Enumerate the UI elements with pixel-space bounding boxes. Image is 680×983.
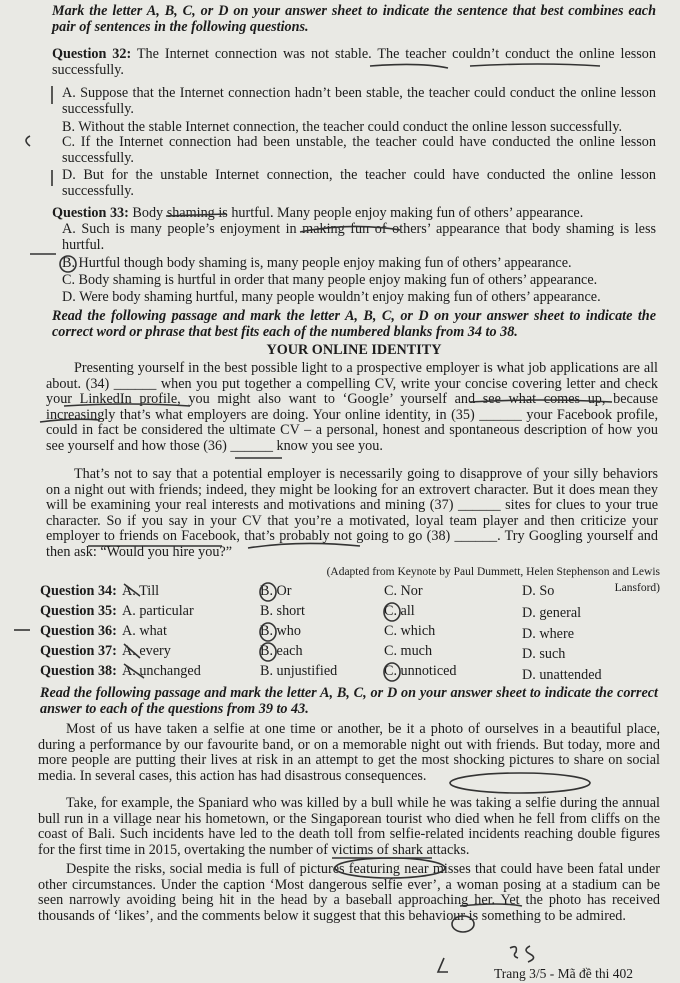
answer-35-label: Question 35: bbox=[40, 603, 117, 619]
answer-36-label: Question 36: bbox=[40, 623, 117, 639]
answer-34-b: B. Or bbox=[260, 583, 292, 599]
answer-34-a: A. Till bbox=[122, 583, 160, 599]
question-33-option-c: C. Body shaming is hurtful in order that many people enjoy making fun of others’ appearance. bbox=[62, 272, 598, 288]
answer-37-c: C. much bbox=[384, 643, 433, 659]
question-33-text: Body shaming is hurtful. Many people enjoy making fun of others’ appearance. bbox=[132, 205, 584, 221]
answer-38-d: D. unattended bbox=[522, 667, 602, 683]
passage-1-paragraph-2: That’s not to say that a potential employer is necessarily going to disapprove of your silly behaviors on a night out with friends; indeed, they might be looking for an extrovert character. But it does mean they will be examining your real interests and motivations and mining (37) ______ sites for clues to your true character. So if you say in your CV that you’re a motivated, loyal team player and then criticize your employer to friends on Facebook, that’s probably not going to go (38) ______. Try Googling yourself and then ask: “Would you hire you?” bbox=[46, 466, 658, 560]
answer-37-d: D. such bbox=[522, 646, 566, 662]
answer-38-a: A. unchanged bbox=[122, 663, 201, 679]
question-33-option-d: D. Were body shaming hurtful, many people wouldn’t enjoy making fun of others’ appearance. bbox=[62, 289, 601, 305]
passage-1-paragraph-1: Presenting yourself in the best possible light to a prospective employer is what job applications are all about. (34) ______ when you put together a compelling CV, write your concise covering letter and check your LinkedIn profile, you might also want to ‘Google’ yourself and see what comes up, because increasingly that’s what employers are doing. Your online identity, in (35) ______ your Facebook profile, could in fact be considered the ultimate CV – a personal, honest and spontaneous description of how you see yourself and how those (36) ______ know you see you. bbox=[46, 360, 658, 454]
answer-35-d: D. general bbox=[522, 605, 582, 621]
question-32-option-c: C. If the Internet connection had been unstable, the teacher could have conducted the online lesson successfully. bbox=[62, 134, 656, 166]
answer-37-a: A. every bbox=[122, 643, 171, 659]
passage-source: (Adapted from Keynote by Paul Dummett, Helen Stephenson and Lewis Lansford) bbox=[326, 566, 660, 594]
answer-35-c: C. all bbox=[384, 603, 415, 619]
answer-36-c: C. which bbox=[384, 623, 436, 639]
answer-38-label: Question 38: bbox=[40, 663, 117, 679]
answer-38-b: B. unjustified bbox=[260, 663, 338, 679]
answer-36-b: B. who bbox=[260, 623, 301, 639]
instruction-combine: Mark the letter A, B, C, or D on your answer sheet to indicate the sentence that best combines each pair of sentences in the following questions. bbox=[52, 3, 656, 35]
question-33-option-a: A. Such is many people’s enjoyment in making fun of others’ appearance that body shaming is less hurtful. bbox=[62, 221, 656, 253]
question-33-option-b: B. Hurtful though body shaming is, many people enjoy making fun of others’ appearance. bbox=[62, 255, 572, 271]
instruction-passage-2: Read the following passage and mark the letter A, B, C, or D on your answer sheet to indicate the correct answer to each of the questions from 39 to 43. bbox=[40, 685, 658, 717]
answer-34-d: D. So bbox=[522, 583, 555, 599]
question-32-option-a: A. Suppose that the Internet connection hadn’t been stable, the teacher could conduct the online lesson successfully. bbox=[62, 85, 656, 117]
question-32-option-b: B. Without the stable Internet connection, the teacher could conduct the online lesson successfully. bbox=[62, 119, 623, 135]
page-footer: Trang 3/5 - Mã đề thi 402 bbox=[494, 966, 633, 981]
answer-35-a: A. particular bbox=[122, 603, 194, 619]
instruction-passage-1: Read the following passage and mark the letter A, B, C, or D on your answer sheet to indicate the correct word or phrase that best fits each of the numbered blanks from 34 to 38. bbox=[52, 308, 656, 340]
answer-36-d: D. where bbox=[522, 626, 574, 642]
question-32-label: Question 32: bbox=[52, 46, 132, 62]
answer-36-a: A. what bbox=[122, 623, 167, 639]
passage-2-paragraph-1: Most of us have taken a selfie at one time or another, be it a photo of ourselves in a beautiful place, during a performance by our favourite band, or on a memorable night out with friends. But today, more and more people are putting their lives at risk in an attempt to get the most shocking pictures to share on social media. In several cases, this action has had disastrous consequences. bbox=[38, 721, 660, 784]
passage-2-paragraph-2: Take, for example, the Spaniard who was killed by a bull while he was taking a selfie during the annual bull run in a village near his hometown, or the Singaporean tourist who died when he fell from cliffs on the coast of Bali. Such incidents have led to the death toll from selfie-related incidents reaching double figures for the first time in 2015, overtaking the number of victims of shark attacks. bbox=[38, 795, 660, 858]
passage-2-paragraph-3: Despite the risks, social media is full of pictures featuring near misses that could have been fatal under other circumstances. Under the caption ‘Most dangerous selfie ever’, a woman posing at a stadium can be seen narrowly avoiding being hit in the head by a baseball approaching her. Yet the photo has received thousands of ‘likes’, and the comments below it suggest that this behaviour is something to be admired. bbox=[38, 861, 660, 924]
passage-title: YOUR ONLINE IDENTITY bbox=[266, 342, 442, 358]
answer-35-b: B. short bbox=[260, 603, 305, 619]
question-33-label: Question 33: bbox=[52, 205, 129, 221]
answer-34-label: Question 34: bbox=[40, 583, 117, 599]
answer-37-label: Question 37: bbox=[40, 643, 117, 659]
answer-34-c: C. Nor bbox=[384, 583, 423, 599]
question-32-option-d: D. But for the unstable Internet connection, the teacher could have conducted the online lesson successfully. bbox=[62, 167, 656, 199]
answer-38-c: C. unnoticed bbox=[384, 663, 457, 679]
answer-37-b: B. each bbox=[260, 643, 303, 659]
question-32-text: The Internet connection was not stable. The teacher couldn’t conduct the online lesson successfully. bbox=[52, 46, 656, 78]
